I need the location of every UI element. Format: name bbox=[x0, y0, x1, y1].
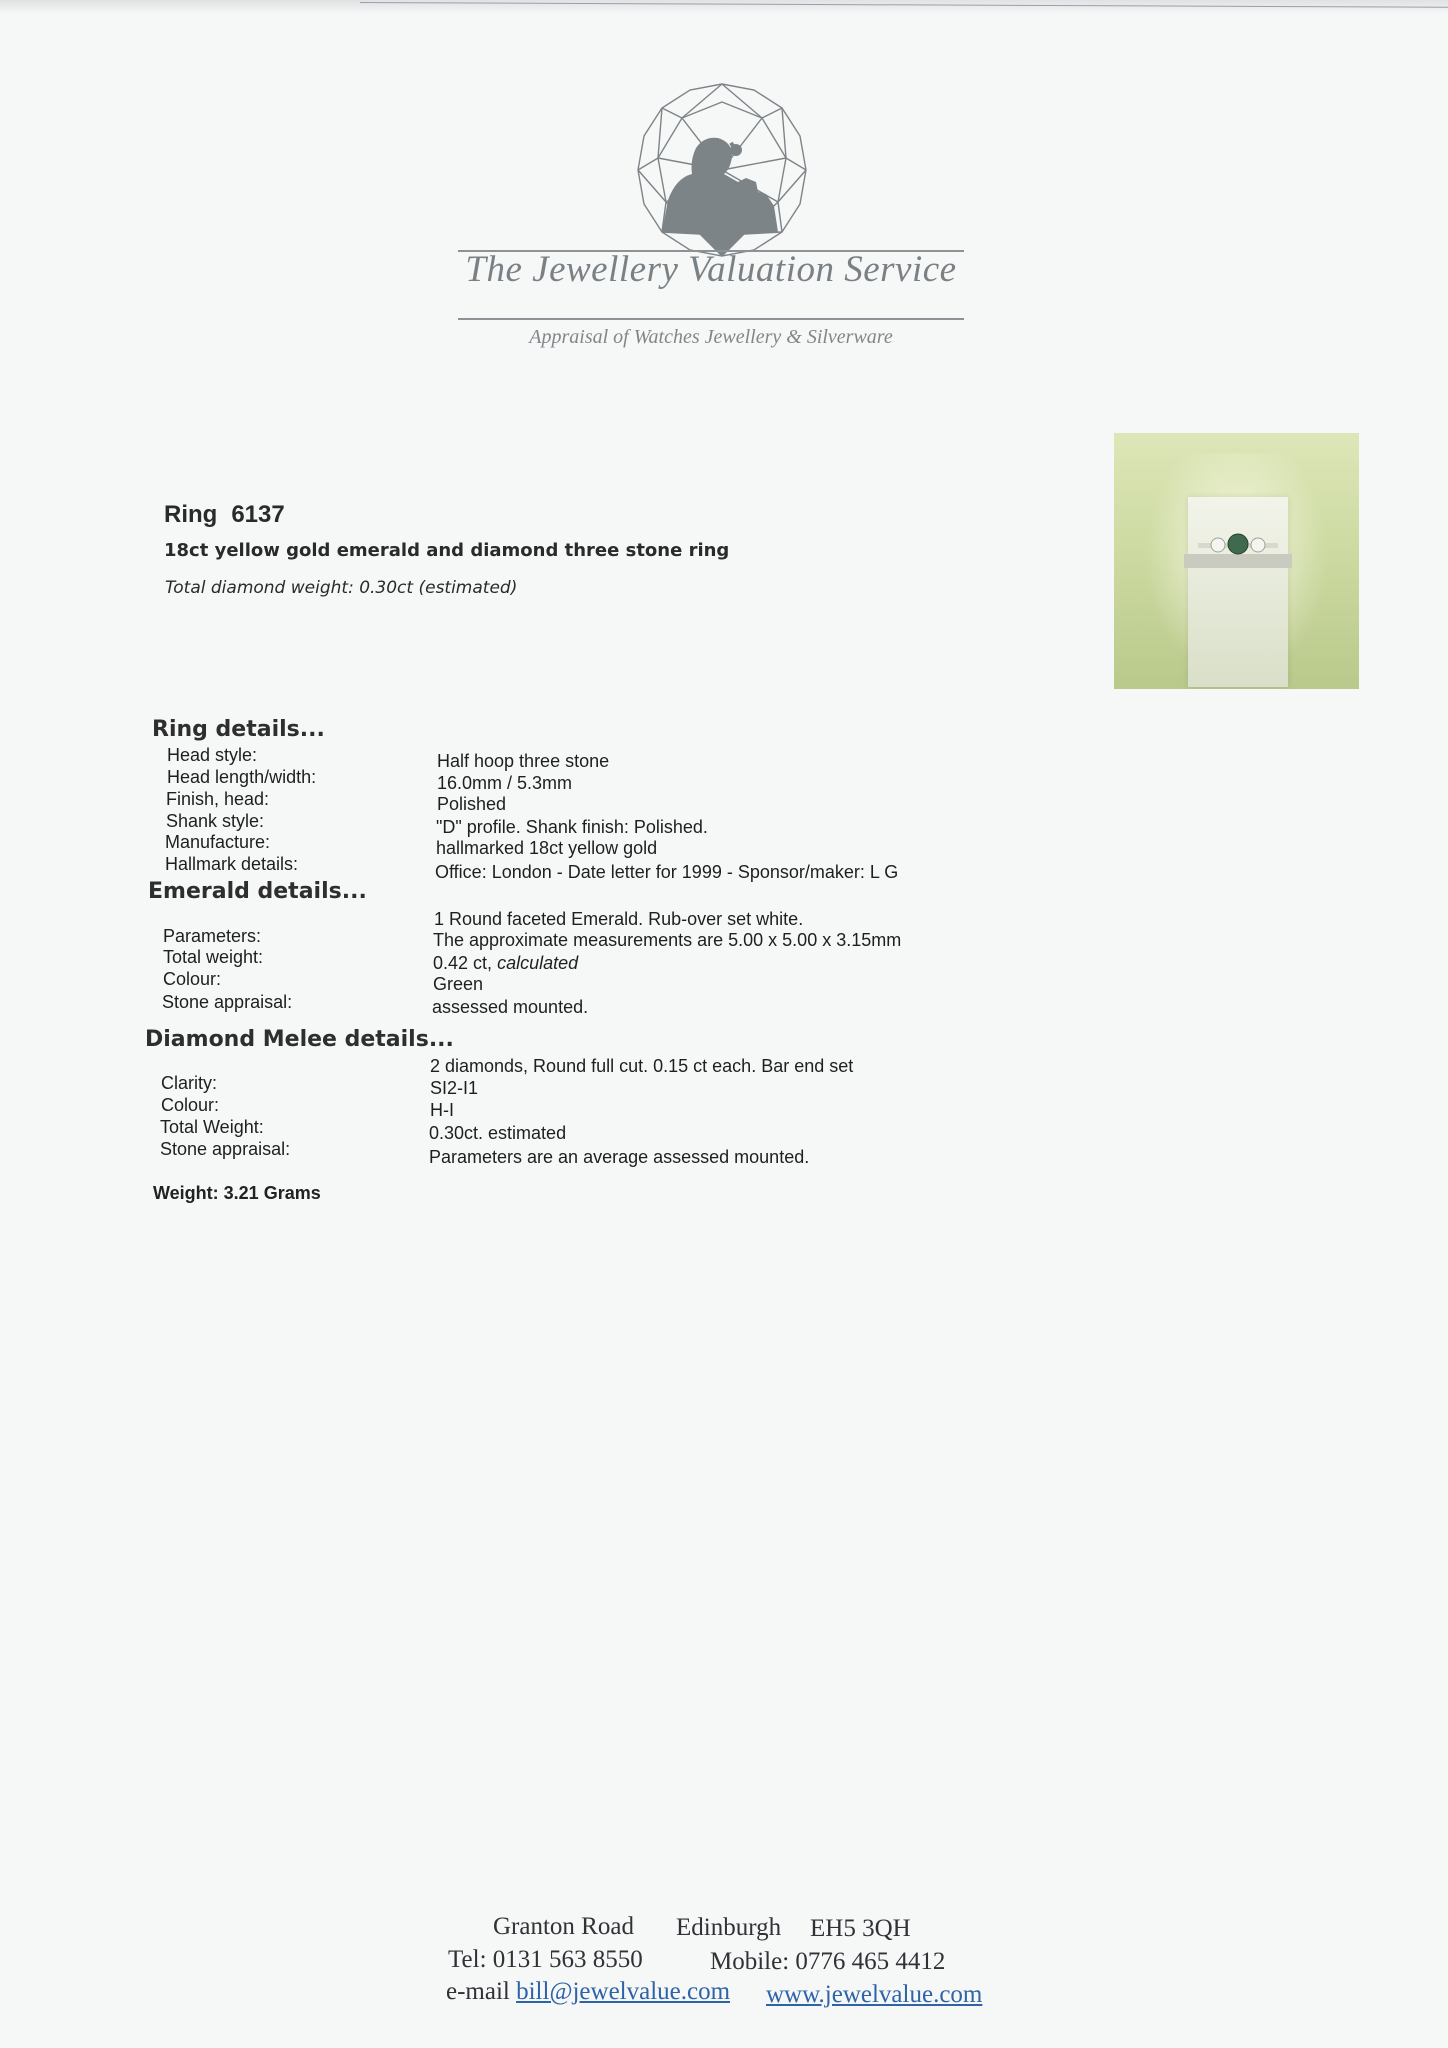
ring-detail-value: Office: London - Date letter for 1999 - Sponsor/maker: L G bbox=[435, 862, 899, 882]
emerald-detail-value: Green bbox=[433, 974, 484, 994]
diamond-detail-label: Total Weight: bbox=[160, 1117, 264, 1137]
diamond-detail-label: Stone appraisal: bbox=[160, 1139, 291, 1159]
item-title bbox=[164, 501, 285, 529]
total-diamond-weight: Total diamond weight: 0.30ct (estimated) bbox=[165, 578, 518, 598]
diamond-detail-value: H-I bbox=[430, 1100, 454, 1120]
footer-telephone: Tel: 0131 563 8550 bbox=[448, 1946, 643, 1973]
ring-detail-label: Shank style: bbox=[166, 811, 265, 831]
ring-details-heading: Ring details... bbox=[152, 717, 325, 742]
diamond-detail-label: Colour: bbox=[161, 1095, 220, 1115]
footer-postcode: EH5 3QH bbox=[810, 1915, 911, 1942]
emerald-detail-value: assessed mounted. bbox=[432, 997, 589, 1017]
emerald-detail-value bbox=[433, 953, 578, 974]
ring-detail-value: "D" profile. Shank finish: Polished. bbox=[436, 817, 708, 837]
diamond-detail-value: Parameters are an average assessed mounted. bbox=[429, 1147, 810, 1167]
website-link[interactable]: www.jewelvalue.com bbox=[766, 1981, 983, 2008]
ring-detail-value: hallmarked 18ct yellow gold bbox=[436, 838, 658, 858]
footer-city: Edinburgh bbox=[676, 1914, 782, 1941]
ring-detail-label: Hallmark details: bbox=[165, 854, 299, 874]
diamond-intro: 2 diamonds, Round full cut. 0.15 ct each. Bar end set bbox=[430, 1056, 854, 1076]
emerald-detail-label: Parameters: bbox=[163, 926, 262, 946]
display-stand-top bbox=[1184, 554, 1292, 568]
emerald-detail-value: The approximate measurements are 5.00 x 5.00 x 3.15mm bbox=[433, 930, 902, 950]
emerald-detail-label: Stone appraisal: bbox=[162, 992, 293, 1012]
ring-detail-label: Finish, head: bbox=[166, 789, 270, 809]
diamond-detail-value: 0.30ct. estimated bbox=[429, 1123, 567, 1143]
ring-detail-value: 16.0mm / 5.3mm bbox=[437, 773, 573, 793]
item-type: Ring bbox=[164, 501, 218, 528]
ring-icon bbox=[1198, 533, 1278, 555]
item-weight: Weight: 3.21 Grams bbox=[153, 1183, 321, 1203]
emerald-weight-value: 0.42 ct, bbox=[433, 953, 493, 973]
diamond-details-heading: Diamond Melee details... bbox=[145, 1027, 454, 1052]
ring-detail-label: Manufacture: bbox=[165, 832, 271, 852]
ring-detail-label: Head length/width: bbox=[167, 767, 317, 787]
footer-email-label: e-mail bbox=[446, 1978, 510, 2005]
company-name: The Jewellery Valuation Service bbox=[465, 249, 957, 290]
footer-mobile: Mobile: 0776 465 4412 bbox=[710, 1948, 946, 1975]
display-stand bbox=[1188, 497, 1288, 687]
email-link[interactable]: bill@jewelvalue.com bbox=[516, 1978, 731, 2005]
ring-detail-label: Head style: bbox=[167, 745, 258, 765]
company-tagline: Appraisal of Watches Jewellery & Silverware bbox=[529, 326, 893, 348]
ring-detail-value: Half hoop three stone bbox=[437, 751, 610, 771]
emerald-detail-label: Total weight: bbox=[163, 947, 264, 967]
scan-edge bbox=[0, 0, 1448, 14]
emerald-detail-label: Colour: bbox=[163, 969, 222, 989]
jeweller-with-loupe-logo-icon bbox=[634, 82, 810, 258]
footer-email-row bbox=[446, 1978, 730, 2006]
diamond-detail-value: SI2-I1 bbox=[430, 1078, 479, 1098]
diamond-detail-label: Clarity: bbox=[161, 1073, 218, 1093]
footer-street: Granton Road bbox=[493, 1913, 634, 1940]
item-description: 18ct yellow gold emerald and diamond three stone ring bbox=[164, 540, 730, 561]
letterhead-rule-bottom bbox=[458, 318, 964, 320]
ring-detail-value: Polished bbox=[437, 794, 507, 814]
item-number: 6137 bbox=[231, 501, 285, 528]
emerald-details-heading: Emerald details... bbox=[148, 879, 367, 904]
emerald-weight-method: calculated bbox=[497, 953, 579, 973]
emerald-intro: 1 Round faceted Emerald. Rub-over set white. bbox=[434, 909, 804, 929]
ring-photo bbox=[1114, 433, 1359, 689]
footer-website-row bbox=[766, 1981, 982, 2009]
